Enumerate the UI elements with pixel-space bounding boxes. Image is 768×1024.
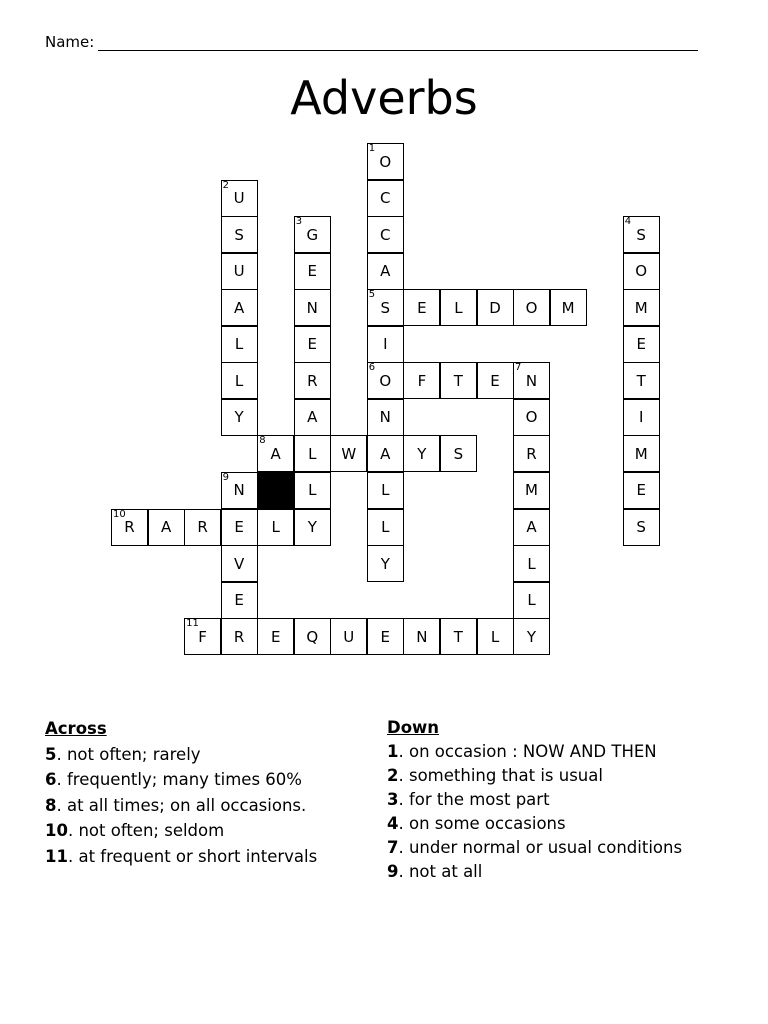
grid-cell[interactable] bbox=[330, 618, 367, 655]
cell-letter: S bbox=[636, 518, 646, 536]
grid-cell[interactable] bbox=[403, 618, 440, 655]
cell-letter: R bbox=[526, 444, 537, 463]
cell-letter: L bbox=[527, 554, 536, 573]
grid-cell[interactable] bbox=[111, 509, 148, 546]
grid-cell[interactable] bbox=[623, 289, 660, 326]
clue-number-label: 1 bbox=[368, 143, 376, 154]
across-clue-8 bbox=[45, 793, 317, 819]
cell-letter: A bbox=[307, 408, 318, 427]
grid-cell[interactable] bbox=[184, 509, 221, 546]
clue-number-label: 2 bbox=[222, 179, 229, 191]
cell-letter: L bbox=[490, 627, 500, 646]
cell-letter: E bbox=[636, 481, 646, 500]
cell-letter: E bbox=[490, 371, 500, 390]
cell-letter: E bbox=[307, 335, 318, 354]
clue-text: . at frequent or short intervals bbox=[67, 846, 318, 866]
cell-letter: L bbox=[454, 298, 463, 317]
grid-cell[interactable] bbox=[513, 435, 550, 472]
cell-letter: G bbox=[306, 225, 319, 244]
grid-cell[interactable] bbox=[623, 435, 660, 472]
down-clue-2 bbox=[387, 764, 682, 788]
cell-letter: F bbox=[198, 627, 207, 646]
grid-cell[interactable] bbox=[294, 618, 331, 655]
cell-letter: N bbox=[306, 298, 318, 317]
grid-cell[interactable] bbox=[367, 472, 404, 509]
cell-letter: O bbox=[379, 152, 392, 171]
cell-letter: L bbox=[234, 371, 244, 390]
clue-number-label: 3 bbox=[295, 216, 303, 228]
cell-letter: C bbox=[380, 225, 391, 244]
grid-cell[interactable] bbox=[367, 362, 404, 399]
name-label: Name: bbox=[45, 33, 95, 51]
cell-letter: U bbox=[343, 627, 355, 646]
cell-letter: A bbox=[270, 444, 281, 463]
across-clues bbox=[45, 716, 317, 869]
cell-letter: T bbox=[453, 371, 463, 390]
clue-text: . on some occasions bbox=[398, 814, 566, 833]
grid-cell[interactable] bbox=[257, 509, 294, 546]
cell-letter: M bbox=[525, 481, 538, 500]
cell-letter: O bbox=[525, 298, 538, 317]
clue-number-label: 4 bbox=[624, 216, 632, 228]
grid-cell[interactable] bbox=[221, 399, 258, 436]
grid-cell[interactable] bbox=[367, 180, 404, 217]
cell-letter: E bbox=[270, 627, 281, 646]
grid-cell[interactable] bbox=[367, 216, 404, 253]
cell-letter: E bbox=[234, 591, 244, 610]
clue-text: . not often; rarely bbox=[56, 744, 201, 764]
grid-cell[interactable] bbox=[550, 289, 587, 326]
grid-cell[interactable] bbox=[294, 216, 331, 253]
grid-cell[interactable] bbox=[477, 289, 514, 326]
grid-cell[interactable] bbox=[513, 472, 550, 509]
cell-letter: N bbox=[233, 481, 245, 500]
grid-cell[interactable] bbox=[367, 618, 404, 655]
grid-cell[interactable] bbox=[623, 362, 660, 399]
clue-number-label: 6 bbox=[368, 362, 376, 374]
across-heading: Across bbox=[45, 719, 107, 738]
cell-letter: S bbox=[636, 225, 646, 244]
clue-number: 9 bbox=[387, 862, 399, 881]
grid-cell[interactable] bbox=[513, 399, 550, 436]
clue-text: . at all times; on all occasions. bbox=[56, 795, 307, 815]
cell-letter: A bbox=[526, 518, 537, 536]
cell-letter: Y bbox=[526, 627, 537, 646]
cell-letter: T bbox=[453, 627, 463, 646]
grid-cell[interactable] bbox=[440, 362, 477, 399]
cell-letter: Y bbox=[234, 408, 244, 427]
grid-cell[interactable] bbox=[294, 289, 331, 326]
grid-cell[interactable] bbox=[513, 618, 550, 655]
clue-number: 10 bbox=[45, 821, 68, 840]
grid-cell[interactable] bbox=[294, 362, 331, 399]
grid-cell[interactable] bbox=[440, 289, 477, 326]
grid-cell[interactable] bbox=[513, 582, 550, 619]
clue-number-label: 7 bbox=[515, 362, 522, 374]
cell-letter: N bbox=[416, 627, 428, 646]
grid-cell[interactable] bbox=[221, 289, 258, 326]
cell-letter: M bbox=[561, 298, 575, 317]
grid-cell[interactable] bbox=[367, 143, 404, 180]
clue-number: 11 bbox=[45, 846, 68, 866]
grid-cell[interactable] bbox=[221, 618, 258, 655]
grid-cell[interactable] bbox=[440, 618, 477, 655]
clue-text: . on occasion : NOW AND THEN bbox=[398, 742, 657, 761]
grid-cell[interactable] bbox=[477, 362, 514, 399]
grid-cell[interactable] bbox=[294, 509, 331, 546]
grid-cell[interactable] bbox=[367, 289, 404, 326]
grid-cell[interactable] bbox=[623, 216, 660, 253]
cell-letter: W bbox=[341, 444, 357, 463]
clue-text: . not at all bbox=[398, 862, 483, 881]
clue-number-label: 10 bbox=[113, 508, 126, 520]
black-square bbox=[257, 472, 294, 509]
cell-letter: I bbox=[638, 408, 644, 427]
grid-cell[interactable] bbox=[294, 399, 331, 436]
cell-letter: R bbox=[233, 627, 245, 646]
cell-letter: S bbox=[380, 298, 391, 317]
cell-letter: R bbox=[124, 518, 135, 536]
clue-number: 3 bbox=[387, 790, 399, 809]
clue-text: . for the most part bbox=[398, 790, 550, 809]
clue-number: 5 bbox=[45, 744, 57, 764]
grid-cell[interactable] bbox=[367, 326, 404, 363]
grid-cell[interactable] bbox=[477, 618, 514, 655]
clue-number-label: 11 bbox=[186, 618, 199, 630]
cell-letter: O bbox=[635, 262, 648, 281]
cell-letter: T bbox=[636, 371, 646, 390]
cell-letter: Y bbox=[417, 444, 427, 463]
grid-cell[interactable] bbox=[257, 618, 294, 655]
grid-cell[interactable] bbox=[184, 618, 221, 655]
grid-cell[interactable] bbox=[221, 180, 258, 217]
grid-cell[interactable] bbox=[294, 472, 331, 509]
grid-cell[interactable] bbox=[623, 472, 660, 509]
cell-letter: U bbox=[233, 262, 245, 281]
grid-cell[interactable] bbox=[513, 509, 550, 546]
cell-letter: V bbox=[233, 554, 245, 573]
clue-text: . something that is usual bbox=[398, 766, 603, 785]
grid-cell[interactable] bbox=[440, 435, 477, 472]
cell-letter: E bbox=[234, 518, 244, 536]
cell-letter: S bbox=[453, 444, 464, 463]
down-clue-3 bbox=[387, 788, 682, 812]
down-clues bbox=[387, 716, 682, 884]
grid-cell[interactable] bbox=[221, 545, 258, 582]
down-clue-9 bbox=[387, 860, 682, 884]
across-clue-6 bbox=[45, 767, 317, 793]
cell-letter: F bbox=[417, 371, 427, 390]
grid-cell[interactable] bbox=[623, 399, 660, 436]
cell-letter: L bbox=[381, 518, 390, 536]
clue-number: 6 bbox=[45, 770, 57, 789]
grid-cell[interactable] bbox=[367, 509, 404, 546]
cell-letter: C bbox=[380, 189, 391, 208]
grid-cell[interactable] bbox=[294, 326, 331, 363]
down-clue-1 bbox=[387, 740, 682, 764]
cell-letter: E bbox=[307, 262, 318, 281]
cell-letter: A bbox=[380, 444, 391, 463]
cell-letter: R bbox=[197, 518, 208, 536]
grid-cell[interactable] bbox=[367, 435, 404, 472]
cell-letter: S bbox=[234, 225, 244, 244]
cell-letter: L bbox=[308, 444, 317, 463]
cell-letter: L bbox=[381, 481, 390, 500]
cell-letter: U bbox=[233, 189, 245, 208]
grid-cell[interactable] bbox=[513, 362, 550, 399]
name-field-line[interactable] bbox=[98, 50, 698, 51]
cell-letter: Y bbox=[380, 554, 390, 573]
clue-number: 2 bbox=[387, 766, 399, 785]
cell-letter: L bbox=[271, 518, 280, 536]
cell-letter: M bbox=[634, 298, 648, 317]
grid-cell[interactable] bbox=[623, 253, 660, 290]
grid-cell[interactable] bbox=[403, 435, 440, 472]
cell-letter: E bbox=[636, 335, 646, 354]
grid-cell[interactable] bbox=[403, 289, 440, 326]
cell-letter: A bbox=[233, 298, 245, 317]
grid-cell[interactable] bbox=[513, 289, 550, 326]
grid-cell[interactable] bbox=[257, 435, 294, 472]
clue-text: . under normal or usual conditions bbox=[398, 838, 683, 857]
cell-letter: A bbox=[160, 518, 172, 536]
clue-text: . frequently; many times 60% bbox=[56, 770, 302, 789]
grid-cell[interactable] bbox=[513, 545, 550, 582]
grid-cell[interactable] bbox=[221, 216, 258, 253]
grid-cell[interactable] bbox=[221, 326, 258, 363]
grid-cell[interactable] bbox=[294, 435, 331, 472]
grid-cell[interactable] bbox=[221, 509, 258, 546]
grid-cell[interactable] bbox=[623, 509, 660, 546]
grid-cell[interactable] bbox=[221, 362, 258, 399]
down-heading: Down bbox=[387, 718, 440, 737]
across-clue-11 bbox=[45, 844, 317, 870]
cell-letter: L bbox=[308, 481, 317, 500]
down-clue-4 bbox=[387, 812, 682, 836]
clue-text: . not often; seldom bbox=[67, 821, 225, 840]
cell-letter: O bbox=[379, 371, 392, 390]
across-clue-10 bbox=[45, 818, 317, 844]
cell-letter: E bbox=[380, 627, 391, 646]
cell-letter: M bbox=[634, 444, 648, 463]
clue-number: 7 bbox=[387, 838, 399, 857]
cell-letter: Q bbox=[306, 627, 319, 646]
grid-cell[interactable] bbox=[367, 253, 404, 290]
grid-cell[interactable] bbox=[330, 435, 367, 472]
cell-letter: A bbox=[380, 262, 391, 281]
cell-letter: D bbox=[489, 298, 501, 317]
grid-cell[interactable] bbox=[403, 362, 440, 399]
grid-cell[interactable] bbox=[221, 253, 258, 290]
cell-letter: Y bbox=[307, 518, 317, 536]
cell-letter: R bbox=[307, 371, 318, 390]
clue-number: 4 bbox=[387, 814, 399, 833]
grid-cell[interactable] bbox=[221, 582, 258, 619]
grid-cell[interactable] bbox=[367, 545, 404, 582]
cell-letter: N bbox=[379, 408, 391, 427]
page-title: Adverbs bbox=[290, 71, 478, 125]
clue-number: 8 bbox=[45, 795, 57, 815]
cell-letter: O bbox=[525, 408, 538, 427]
grid-cell[interactable] bbox=[294, 253, 331, 290]
clue-number-label: 5 bbox=[368, 289, 376, 301]
across-clue-5 bbox=[45, 742, 317, 768]
cell-letter: I bbox=[383, 335, 388, 354]
cell-letter: L bbox=[527, 591, 536, 610]
cell-letter: E bbox=[417, 298, 427, 317]
cell-letter: N bbox=[525, 371, 538, 390]
cell-letter: L bbox=[234, 335, 244, 354]
grid-cell[interactable] bbox=[148, 509, 185, 546]
grid-cell[interactable] bbox=[623, 326, 660, 363]
grid-cell[interactable] bbox=[221, 472, 258, 509]
clue-number-label: 8 bbox=[259, 435, 266, 447]
grid-cell[interactable] bbox=[367, 399, 404, 436]
clue-number: 1 bbox=[387, 742, 399, 761]
clue-number-label: 9 bbox=[222, 471, 229, 483]
down-clue-7 bbox=[387, 836, 682, 860]
